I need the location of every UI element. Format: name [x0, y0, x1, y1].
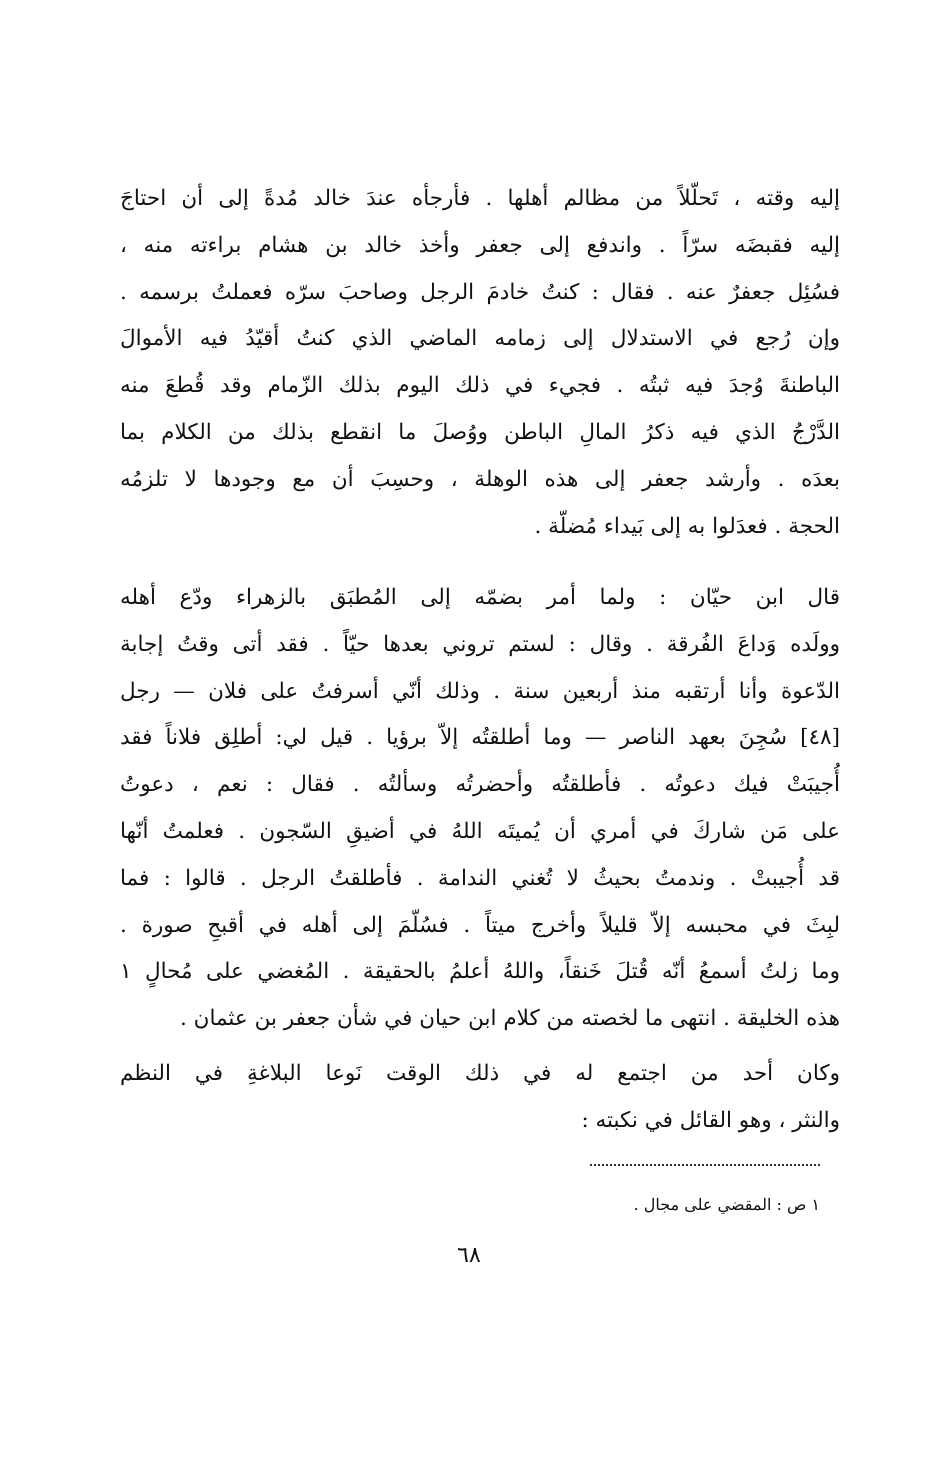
text-line: أُجيبَتْ فيك دعوتُه . فأطلقتُه وأحضرتُه وسألتُه . فقال : نعم ، دعوتُ — [120, 772, 840, 798]
text-line: إليه فقبضَه سرّاً . واندفع إلى جعفر وأخذ خالد بن هشام براءته منه ، — [120, 232, 840, 258]
paragraph-2 — [120, 575, 840, 1043]
text-line: الدّعوة وأنا أرتقبه منذ أربعين سنة . وذلك أنّي أسرفتُ على فلان — رجل — [120, 678, 840, 704]
text-line: الباطنةَ وُجدَ فيه ثبتُه . فجيء في ذلك اليوم بذلك الزّمام وقد قُطعَ منه — [120, 373, 840, 399]
text-line: وإن رُجع في الاستدلال إلى زمامه الماضي الذي كنتُ أقيّدُ فيه الأموالَ — [120, 326, 840, 352]
text-line: على مَن شاركَ في أمري أن يُميتَه اللهُ في أضيقِ السّجون . فعلمتُ أنّها — [120, 818, 840, 844]
text-line: وكان أحد من اجتمع له في ذلك الوقت نَوعا البلاغةِ في النظم — [120, 1061, 840, 1086]
text-line: لبِثَ في محبسه إلاّ قليلاً وأخرج ميتاً . فسُلّمَ إلى أهله في أقبحِ صورة . — [120, 912, 840, 938]
text-line: بعدَه . وأرشد جعفر إلى هذه الوهلة ، وحسِبَ أن مع وجودها لا تلزمُه — [120, 466, 840, 492]
text-line: قد أُجيبتْ . وندمتُ بحيثُ لا تُغني الندامة . فأطلقتُ الرجل . قالوا : فما — [120, 865, 840, 891]
text-line: فسُئِل جعفرٌ عنه . فقال : كنتُ خادمَ الرجل وصاحبَ سرّه فعملتُ برسمه . — [120, 279, 840, 305]
text-line: الحجة . فعدَلوا به إلى بَيداء مُضلّة . — [534, 513, 840, 539]
footnote-separator — [590, 1164, 820, 1166]
text-line: وولَده وَداعَ الفُرقة . وقال : لستم تروني بعدها حيّاً . فقد أتى وقتُ إجابة — [120, 631, 840, 657]
text-line: إليه وقته ، تَحلّلاً من مظالم أهلها . فأرجأه عندَ خالد مُدةً إلى أن احتاجَ — [120, 186, 840, 211]
page-number: ٦٨ — [457, 1243, 481, 1268]
paragraph-3 — [120, 1051, 840, 1145]
paragraph-1 — [120, 176, 840, 550]
text-line: هذه الخليقة . انتهى ما لخصته من كلام ابن حيان في شأن جعفر بن عثمان . — [179, 1006, 840, 1032]
text-line: قال ابن حيّان : ولما أمر بضمّه إلى المُطبَق بالزهراء ودّع أهله — [120, 585, 840, 610]
text-line: وما زلتُ أسمعُ أنّه قُتلَ خَنقاً، واللهُ أعلمُ بالحقيقة . المُغضي على مُحالٍ ١ — [120, 959, 840, 985]
text-line: والنثر ، وهو القائل في نكبته : — [581, 1107, 840, 1133]
footnote: ١ ص : المقضي على مجال . — [633, 1195, 820, 1214]
text-line: الدَّرْجُ الذي فيه ذكرُ المالِ الباطن ووُصلَ ما انقطع بذلك من الكلام بما — [120, 419, 840, 445]
text-line: [٤٨] سُجِنَ بعهد الناصر — وما أطلقتُه إلاّ برؤيا . قيل لي: أطلِق فلاناً فقد — [120, 725, 840, 751]
